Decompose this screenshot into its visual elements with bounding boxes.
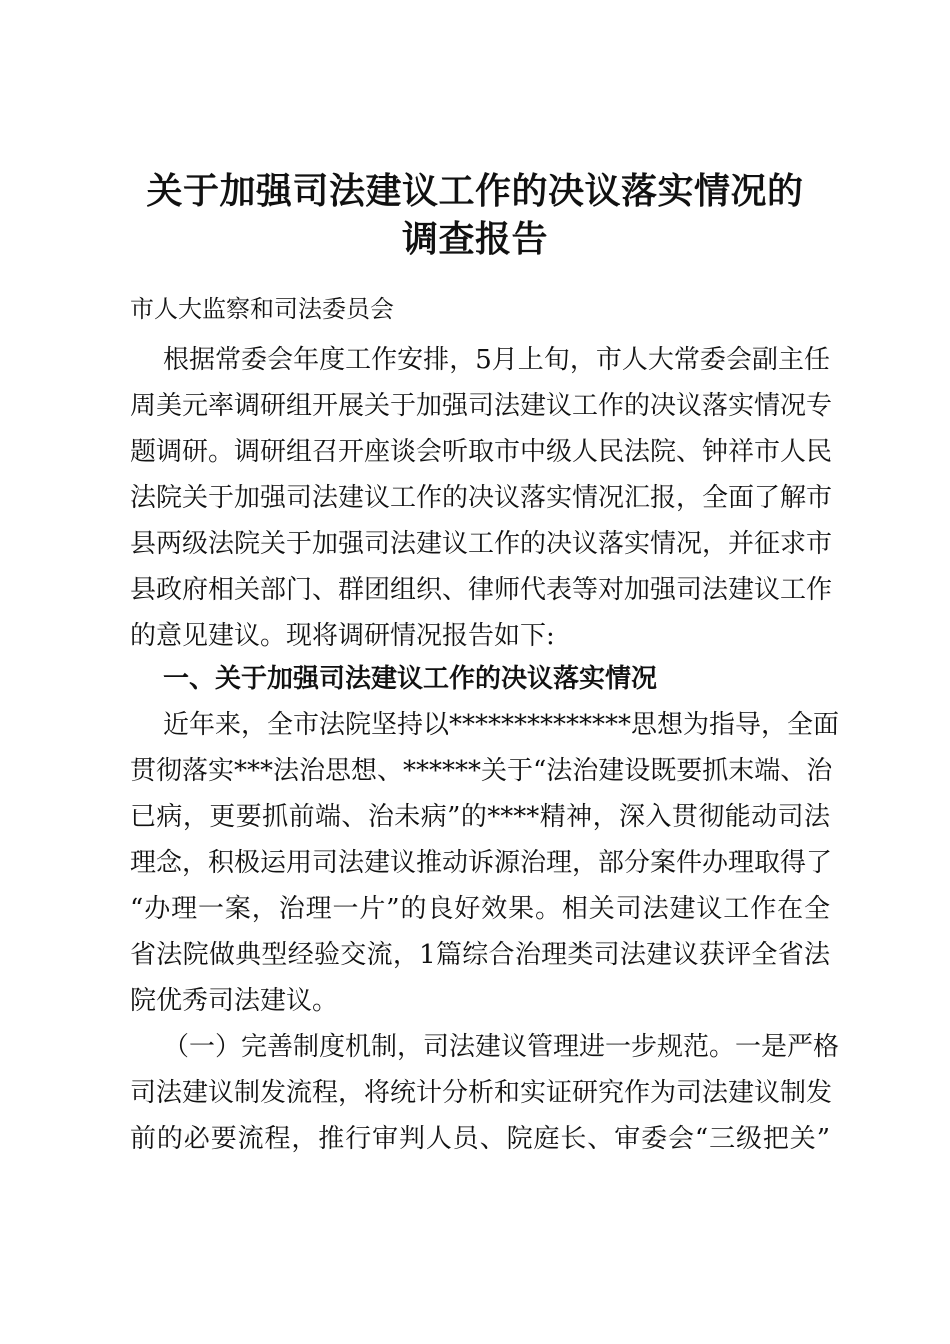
paragraph-line: 题调研。调研组召开座谈会听取市中级人民法院、钟祥市人民	[130, 437, 833, 467]
paragraph-line: （一）完善制度机制，司法建议管理进一步规范。一是严格	[163, 1032, 840, 1062]
paragraph-line: 院优秀司法建议。	[130, 986, 339, 1016]
paragraph-line: 理念，积极运用司法建议推动诉源治理，部分案件办理取得了	[130, 848, 833, 878]
paragraph-line: 司法建议制发流程，将统计分析和实证研究作为司法建议制发	[130, 1078, 833, 1108]
paragraph-line: 县政府相关部门、群团组织、律师代表等对加强司法建议工作	[130, 575, 833, 605]
document-title-line-2: 调查报告	[401, 219, 548, 260]
document-author: 市人大监察和司法委员会	[130, 295, 394, 323]
paragraph-line: 周美元率调研组开展关于加强司法建议工作的决议落实情况专	[130, 391, 833, 421]
paragraph-line: 的意见建议。现将调研情况报告如下:	[130, 621, 555, 651]
paragraph-line: 前的必要流程，推行审判人员、院庭长、审委会“三级把关”	[130, 1124, 830, 1154]
paragraph-line: “办理一案，治理一片”的良好效果。相关司法建议工作在全	[130, 894, 830, 924]
paragraph-line: 省法院做典型经验交流，1篇综合治理类司法建议获评全省法	[130, 940, 830, 970]
paragraph-line: 法院关于加强司法建议工作的决议落实情况汇报，全面了解市	[130, 483, 833, 513]
section-heading: 一、关于加强司法建议工作的决议落实情况	[163, 664, 658, 694]
paragraph-line: 近年来，全市法院坚持以**************思想为指导，全面	[163, 710, 840, 740]
paragraph-line: 县两级法院关于加强司法建议工作的决议落实情况，并征求市	[130, 529, 833, 559]
document-title-line-1: 关于加强司法建议工作的决议落实情况的	[146, 171, 804, 212]
paragraph-line: 根据常委会年度工作安排，5月上旬，市人大常委会副主任	[163, 345, 830, 375]
paragraph-line: 已病，更要抓前端、治未病”的****精神，深入贯彻能动司法	[130, 802, 830, 832]
paragraph-line: 贯彻落实***法治思想、******关于“法治建设既要抓末端、治	[130, 756, 833, 786]
